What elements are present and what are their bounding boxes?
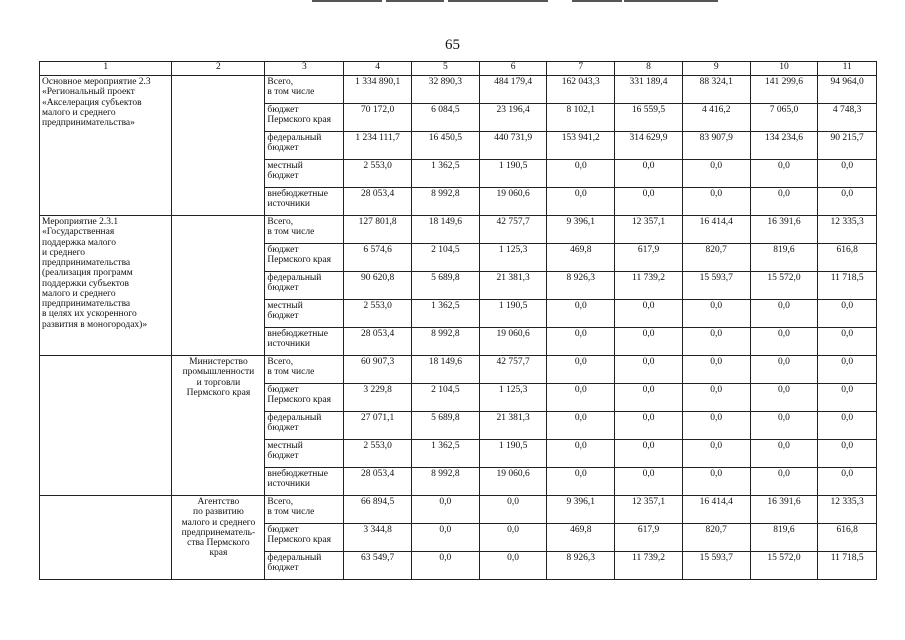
value-cell: 1 125,3 bbox=[479, 384, 547, 412]
header-col-6: 6 bbox=[479, 62, 547, 76]
value-cell: 440 731,9 bbox=[479, 132, 547, 160]
value-cell: 0,0 bbox=[818, 468, 877, 496]
value-cell: 19 060,6 bbox=[479, 188, 547, 216]
value-cell: 0,0 bbox=[682, 160, 750, 188]
funding-source-cell: местный бюджет bbox=[265, 160, 344, 188]
value-cell: 28 053,4 bbox=[344, 468, 412, 496]
value-cell: 0,0 bbox=[479, 552, 547, 580]
funding-source-cell: бюджет Пермского края bbox=[265, 244, 344, 272]
value-cell: 66 894,5 bbox=[344, 496, 412, 524]
value-cell: 134 234,6 bbox=[750, 132, 818, 160]
value-cell: 0,0 bbox=[750, 188, 818, 216]
value-cell: 1 362,5 bbox=[411, 440, 479, 468]
value-cell: 8 992,8 bbox=[411, 468, 479, 496]
value-cell: 0,0 bbox=[479, 496, 547, 524]
value-cell: 0,0 bbox=[818, 440, 877, 468]
executor-cell: Министерство промышленности и торговли Пермского края bbox=[172, 356, 265, 496]
value-cell: 4 748,3 bbox=[818, 104, 877, 132]
funding-source-cell: местный бюджет bbox=[265, 300, 344, 328]
value-cell: 3 229,8 bbox=[344, 384, 412, 412]
value-cell: 6 084,5 bbox=[411, 104, 479, 132]
value-cell: 11 739,2 bbox=[615, 552, 683, 580]
top-rule-1 bbox=[312, 0, 382, 2]
header-col-5: 5 bbox=[411, 62, 479, 76]
value-cell: 0,0 bbox=[547, 188, 615, 216]
header-col-10: 10 bbox=[750, 62, 818, 76]
value-cell: 8 926,3 bbox=[547, 552, 615, 580]
value-cell: 469,8 bbox=[547, 244, 615, 272]
value-cell: 21 381,3 bbox=[479, 272, 547, 300]
value-cell: 0,0 bbox=[547, 440, 615, 468]
value-cell: 2 104,5 bbox=[411, 244, 479, 272]
value-cell: 90 215,7 bbox=[818, 132, 877, 160]
value-cell: 820,7 bbox=[682, 244, 750, 272]
value-cell: 0,0 bbox=[615, 328, 683, 356]
value-cell: 0,0 bbox=[818, 188, 877, 216]
value-cell: 16 414,4 bbox=[682, 496, 750, 524]
value-cell: 0,0 bbox=[818, 412, 877, 440]
value-cell: 0,0 bbox=[615, 300, 683, 328]
value-cell: 331 189,4 bbox=[615, 76, 683, 104]
value-cell: 0,0 bbox=[818, 300, 877, 328]
value-cell: 617,9 bbox=[615, 524, 683, 552]
value-cell: 16 450,5 bbox=[411, 132, 479, 160]
value-cell: 28 053,4 bbox=[344, 188, 412, 216]
table-body bbox=[40, 76, 877, 580]
value-cell: 0,0 bbox=[750, 356, 818, 384]
value-cell: 27 071,1 bbox=[344, 412, 412, 440]
funding-source-cell: внебюджетные источники bbox=[265, 468, 344, 496]
value-cell: 28 053,4 bbox=[344, 328, 412, 356]
value-cell: 42 757,7 bbox=[479, 356, 547, 384]
value-cell: 0,0 bbox=[682, 440, 750, 468]
value-cell: 9 396,1 bbox=[547, 496, 615, 524]
value-cell: 32 890,3 bbox=[411, 76, 479, 104]
table-row bbox=[40, 76, 877, 104]
value-cell: 2 553,0 bbox=[344, 440, 412, 468]
value-cell: 2 553,0 bbox=[344, 160, 412, 188]
funding-source-cell: Всего, в том числе bbox=[265, 356, 344, 384]
value-cell: 1 362,5 bbox=[411, 160, 479, 188]
header-col-7: 7 bbox=[547, 62, 615, 76]
top-rule-4 bbox=[572, 0, 622, 2]
value-cell: 616,8 bbox=[818, 244, 877, 272]
value-cell: 5 689,8 bbox=[411, 412, 479, 440]
funding-source-cell: внебюджетные источники bbox=[265, 328, 344, 356]
value-cell: 94 964,0 bbox=[818, 76, 877, 104]
value-cell: 1 234 111,7 bbox=[344, 132, 412, 160]
value-cell: 1 125,3 bbox=[479, 244, 547, 272]
value-cell: 9 396,1 bbox=[547, 216, 615, 244]
value-cell: 18 149,6 bbox=[411, 216, 479, 244]
value-cell: 8 102,1 bbox=[547, 104, 615, 132]
value-cell: 12 357,1 bbox=[615, 496, 683, 524]
value-cell: 0,0 bbox=[818, 160, 877, 188]
value-cell: 1 190,5 bbox=[479, 440, 547, 468]
header-col-11: 11 bbox=[818, 62, 877, 76]
table-row bbox=[40, 356, 877, 384]
funding-source-cell: бюджет Пермского края bbox=[265, 384, 344, 412]
value-cell: 0,0 bbox=[750, 300, 818, 328]
header-col-8: 8 bbox=[615, 62, 683, 76]
value-cell: 0,0 bbox=[547, 160, 615, 188]
funding-source-cell: Всего, в том числе bbox=[265, 216, 344, 244]
value-cell: 12 335,3 bbox=[818, 216, 877, 244]
value-cell: 11 718,5 bbox=[818, 552, 877, 580]
header-col-2: 2 bbox=[172, 62, 265, 76]
value-cell: 15 572,0 bbox=[750, 552, 818, 580]
value-cell: 42 757,7 bbox=[479, 216, 547, 244]
funding-source-cell: бюджет Пермского края bbox=[265, 524, 344, 552]
value-cell: 0,0 bbox=[818, 356, 877, 384]
funding-source-cell: федеральный бюджет bbox=[265, 132, 344, 160]
value-cell: 0,0 bbox=[615, 160, 683, 188]
executor-cell bbox=[172, 76, 265, 216]
value-cell: 141 299,6 bbox=[750, 76, 818, 104]
value-cell: 12 335,3 bbox=[818, 496, 877, 524]
value-cell: 63 549,7 bbox=[344, 552, 412, 580]
value-cell: 15 593,7 bbox=[682, 272, 750, 300]
value-cell: 0,0 bbox=[682, 384, 750, 412]
value-cell: 18 149,6 bbox=[411, 356, 479, 384]
value-cell: 23 196,4 bbox=[479, 104, 547, 132]
value-cell: 0,0 bbox=[615, 356, 683, 384]
top-rule-3 bbox=[448, 0, 548, 2]
value-cell: 16 559,5 bbox=[615, 104, 683, 132]
value-cell: 88 324,1 bbox=[682, 76, 750, 104]
value-cell: 0,0 bbox=[682, 300, 750, 328]
value-cell: 0,0 bbox=[411, 524, 479, 552]
value-cell: 0,0 bbox=[411, 496, 479, 524]
value-cell: 70 172,0 bbox=[344, 104, 412, 132]
measure-name-cell: Мероприятие 2.3.1 «Государственная поддержка малого и среднего предпринимательства (реализация программ поддержки субъектов малого и среднего предпринимательства в целях их ускоренного развития в моногородах)» bbox=[40, 216, 172, 356]
top-rule-5 bbox=[624, 0, 718, 2]
value-cell: 11 739,2 bbox=[615, 272, 683, 300]
executor-cell bbox=[172, 216, 265, 356]
value-cell: 484 179,4 bbox=[479, 76, 547, 104]
value-cell: 16 391,6 bbox=[750, 216, 818, 244]
value-cell: 0,0 bbox=[682, 412, 750, 440]
value-cell: 616,8 bbox=[818, 524, 877, 552]
header-row bbox=[40, 62, 877, 76]
value-cell: 469,8 bbox=[547, 524, 615, 552]
measure-name-cell: Основное мероприятие 2.3 «Региональный проект «Акселерация субъектов малого и среднего предпринимательства» bbox=[40, 76, 172, 216]
value-cell: 15 572,0 bbox=[750, 272, 818, 300]
value-cell: 83 907,9 bbox=[682, 132, 750, 160]
funding-source-cell: внебюджетные источники bbox=[265, 188, 344, 216]
value-cell: 127 801,8 bbox=[344, 216, 412, 244]
value-cell: 16 391,6 bbox=[750, 496, 818, 524]
value-cell: 0,0 bbox=[547, 300, 615, 328]
value-cell: 0,0 bbox=[615, 468, 683, 496]
table-row bbox=[40, 496, 877, 524]
header-col-9: 9 bbox=[682, 62, 750, 76]
value-cell: 0,0 bbox=[750, 412, 818, 440]
value-cell: 90 620,8 bbox=[344, 272, 412, 300]
value-cell: 21 381,3 bbox=[479, 412, 547, 440]
value-cell: 1 334 890,1 bbox=[344, 76, 412, 104]
value-cell: 0,0 bbox=[818, 328, 877, 356]
value-cell: 15 593,7 bbox=[682, 552, 750, 580]
table-row bbox=[40, 216, 877, 244]
value-cell: 7 065,0 bbox=[750, 104, 818, 132]
value-cell: 0,0 bbox=[615, 188, 683, 216]
value-cell: 8 926,3 bbox=[547, 272, 615, 300]
measure-name-cell bbox=[40, 356, 172, 496]
value-cell: 2 553,0 bbox=[344, 300, 412, 328]
value-cell: 6 574,6 bbox=[344, 244, 412, 272]
value-cell: 0,0 bbox=[615, 440, 683, 468]
value-cell: 0,0 bbox=[547, 412, 615, 440]
value-cell: 0,0 bbox=[547, 356, 615, 384]
value-cell: 11 718,5 bbox=[818, 272, 877, 300]
value-cell: 19 060,6 bbox=[479, 468, 547, 496]
value-cell: 4 416,2 bbox=[682, 104, 750, 132]
executor-cell: Агентство по развитию малого и среднего предпринематель- ства Пермского края bbox=[172, 496, 265, 580]
value-cell: 0,0 bbox=[750, 328, 818, 356]
value-cell: 12 357,1 bbox=[615, 216, 683, 244]
value-cell: 0,0 bbox=[750, 468, 818, 496]
value-cell: 0,0 bbox=[750, 440, 818, 468]
value-cell: 5 689,8 bbox=[411, 272, 479, 300]
header-col-1: 1 bbox=[40, 62, 172, 76]
value-cell: 0,0 bbox=[479, 524, 547, 552]
header-col-4: 4 bbox=[344, 62, 412, 76]
value-cell: 820,7 bbox=[682, 524, 750, 552]
measure-name-cell bbox=[40, 496, 172, 580]
value-cell: 0,0 bbox=[411, 552, 479, 580]
value-cell: 0,0 bbox=[818, 384, 877, 412]
value-cell: 8 992,8 bbox=[411, 328, 479, 356]
budget-table bbox=[39, 61, 877, 580]
header-col-3: 3 bbox=[265, 62, 344, 76]
value-cell: 1 190,5 bbox=[479, 160, 547, 188]
funding-source-cell: местный бюджет bbox=[265, 440, 344, 468]
funding-source-cell: федеральный бюджет bbox=[265, 272, 344, 300]
value-cell: 0,0 bbox=[682, 188, 750, 216]
value-cell: 0,0 bbox=[750, 384, 818, 412]
value-cell: 0,0 bbox=[615, 384, 683, 412]
value-cell: 0,0 bbox=[547, 384, 615, 412]
value-cell: 1 190,5 bbox=[479, 300, 547, 328]
funding-source-cell: Всего, в том числе bbox=[265, 76, 344, 104]
value-cell: 617,9 bbox=[615, 244, 683, 272]
value-cell: 3 344,8 bbox=[344, 524, 412, 552]
top-rule-2 bbox=[386, 0, 444, 2]
value-cell: 0,0 bbox=[682, 328, 750, 356]
value-cell: 162 043,3 bbox=[547, 76, 615, 104]
value-cell: 153 941,2 bbox=[547, 132, 615, 160]
value-cell: 0,0 bbox=[750, 160, 818, 188]
funding-source-cell: бюджет Пермского края bbox=[265, 104, 344, 132]
value-cell: 0,0 bbox=[682, 356, 750, 384]
funding-source-cell: Всего, в том числе bbox=[265, 496, 344, 524]
value-cell: 819,6 bbox=[750, 244, 818, 272]
value-cell: 2 104,5 bbox=[411, 384, 479, 412]
funding-source-cell: федеральный бюджет bbox=[265, 412, 344, 440]
value-cell: 19 060,6 bbox=[479, 328, 547, 356]
value-cell: 16 414,4 bbox=[682, 216, 750, 244]
value-cell: 60 907,3 bbox=[344, 356, 412, 384]
value-cell: 819,6 bbox=[750, 524, 818, 552]
value-cell: 0,0 bbox=[682, 468, 750, 496]
value-cell: 0,0 bbox=[547, 468, 615, 496]
value-cell: 314 629,9 bbox=[615, 132, 683, 160]
value-cell: 0,0 bbox=[615, 412, 683, 440]
funding-source-cell: федеральный бюджет bbox=[265, 552, 344, 580]
value-cell: 0,0 bbox=[547, 328, 615, 356]
value-cell: 8 992,8 bbox=[411, 188, 479, 216]
page-number: 65 bbox=[445, 37, 460, 53]
value-cell: 1 362,5 bbox=[411, 300, 479, 328]
